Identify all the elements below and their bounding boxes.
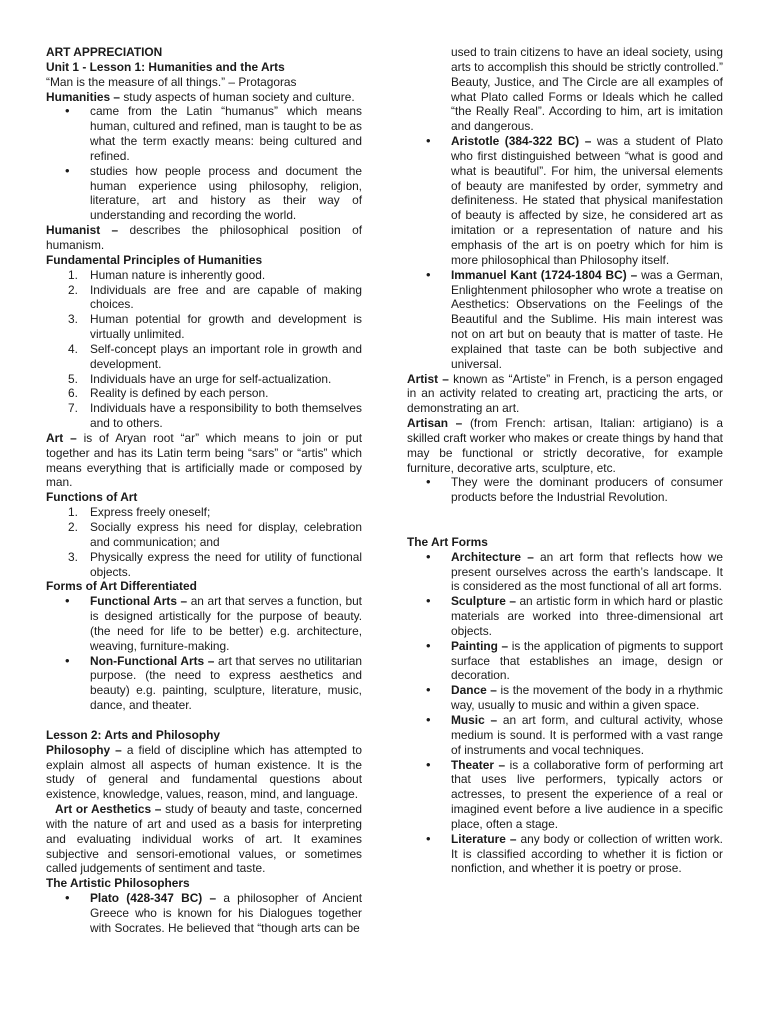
spacer [407,505,723,535]
protagoras-quote: “Man is the measure of all things.” – Protagoras [46,74,297,89]
list-item: 1. Human nature is inherently good. [68,267,266,282]
left-column [46,45,362,936]
humanities-definition: Humanities – study aspects of human society and culture. [46,89,355,104]
list-item: • Painting – is the application of pigments to support surface that establishes an image, design or decoration. [407,639,723,684]
artforms-heading: The Art Forms [407,534,488,549]
list-item: 6. Reality is defined by each person. [68,386,269,401]
list-item: 2. Socially express his need for display, celebration and communication; and [68,520,362,549]
aesthetics-definition: Art or Aesthetics – study of beauty and taste, concerned with the nature of art and used as a basis for interpreting and evaluating individual works of art. It examines subjective and sensori-emotional values, or sometimes called judgements of sentiment and taste. [46,802,362,876]
list-item: 5. Individuals have an urge for self-actualization. [68,371,332,386]
functions-list [46,505,362,579]
humanities-bullets [46,104,362,223]
list-item: • Immanuel Kant (1724-1804 BC) – was a German, Enlightenment philosopher who wrote a treatise on Aesthetics: Observations on the Feelings of the Beautiful and the Sublime. His main interest was not on art but on beauty that is matter of taste. He explained that taste can be both subjective and universal. [407,268,723,372]
artisan-definition: Artisan – (from French: artisan, Italian: artigiano) is a skilled craft worker who makes or create things by hand that may be functional or strictly decorative, for example furniture, decorative arts, sculpture, etc. [407,416,723,475]
list-item: 1. Express freely oneself; [68,505,211,520]
list-item: • Plato (428-347 BC) – a philosopher of Ancient Greece who is known for his Dialogues together with Socrates. He believed that “though arts can be [46,891,362,936]
art-definition: Art – is of Aryan root “ar” which means to join or put together and has its Latin term being “sars” or “artis” which means everything that is artificially made or composed by man. [46,430,362,490]
list-item: • Literature – any body or collection of written work. It is classified according to whether it is fiction or nonfiction, and whether it is poetry or prose. [407,832,723,877]
forms-list [46,594,362,713]
list-item: 2. Individuals are free and are capable of making choices. [68,282,362,312]
unit-title: Unit 1 - Lesson 1: Humanities and the Arts [46,59,285,74]
philosophers-list [407,134,723,372]
list-item: • They were the dominant producers of consumer products before the Industrial Revolution. [407,475,723,505]
list-item: 3. Human potential for growth and development is virtually unlimited. [68,312,362,342]
plato-continuation [407,45,723,134]
principles-heading: Fundamental Principles of Humanities [46,252,263,267]
list-item: • Non-Functional Arts – art that serves no utilitarian purpose. (the need to express aesthetics and beauty) e.g. painting, sculpture, literature, music, dance, and theater. [46,654,362,713]
artisan-bullets [407,475,723,505]
list-item: • studies how people process and document the human experience using philosophy, religion, literature, art and history as their way of understanding and recording the world. [46,164,362,223]
list-item: • Sculpture – an artistic form in which hard or plastic materials are worked into three-dimensional art objects. [407,594,723,639]
list-item: 7. Individuals have a responsibility to both themselves and to others. [68,401,362,431]
list-item: • Architecture – an art form that reflects how we present ourselves across the earth’s landscape. It is considered as the most functional of all art forms. [407,550,723,595]
lesson2-heading: Lesson 2: Arts and Philosophy [46,727,220,742]
spacer [46,713,362,728]
list-item: • Functional Arts – an art that serves a function, but is designed artistically for the purpose of beauty. (the need for life to be better) e.g. architecture, weaving, furniture-making. [46,594,362,653]
artist-definition: Artist – known as “Artiste” in French, is a person engaged in an activity related to creating art, practicing the arts, or demonstrating an art. [407,371,723,416]
list-item: 4. Self-concept plays an important role in growth and development. [68,341,362,371]
list-item: • Dance – is the movement of the body in a rhythmic way, usually to music and within a given space. [407,683,723,713]
philosophers-heading: The Artistic Philosophers [46,876,190,891]
forms-heading: Forms of Art Differentiated [46,579,197,594]
right-column [407,45,723,876]
functions-heading: Functions of Art [46,490,138,505]
list-item: • Theater – is a collaborative form of performing art that uses live performers, typically actors or actresses, to present the experience of a real or imagined event before a live audience in a specific place, often a stage. [407,758,723,832]
list-item: • Aristotle (384-322 BC) – was a student of Plato who first distinguished between “what is good and what is beautiful”. For him, the universal elements of beauty are manifested by order, symmetry and definiteness. He stated that physical manifestation of beauty is affected by size, he considered art as imitation or a representation of nature and his emphasis of the art is on poetry which for him is more philosophical than Philosophy itself. [407,134,723,268]
course-title: ART APPRECIATION [46,45,163,59]
list-item-continuation: used to train citizens to have an ideal society, using arts to accomplish this should be strictly controlled.” Beauty, Justice, and The Circle are all examples of what Plato called Forms or Ideals which he called “the Really Real”. According to him, art is imitation and dangerous. [451,45,723,134]
list-item: • came from the Latin “humanus” which means human, cultured and refined, man is taught to be as what the term exactly means: being cultured and refined. [46,104,362,163]
list-item: • Music – an art form, and cultural activity, whose medium is sound. It is performed with a vast range of instruments and vocal techniques. [407,713,723,758]
list-item: 3. Physically express the need for utility of functional objects. [68,549,362,579]
philosophers-list-start [46,891,362,936]
humanist-definition: Humanist – describes the philosophical position of humanism. [46,223,363,252]
principles-list [46,268,362,431]
philosophy-definition: Philosophy – a field of discipline which has attempted to explain almost all aspects of human existence. It is the study of general and fundamental questions about existence, knowledge, values, reason, mind, and language. [46,742,362,802]
artforms-list [407,550,723,877]
